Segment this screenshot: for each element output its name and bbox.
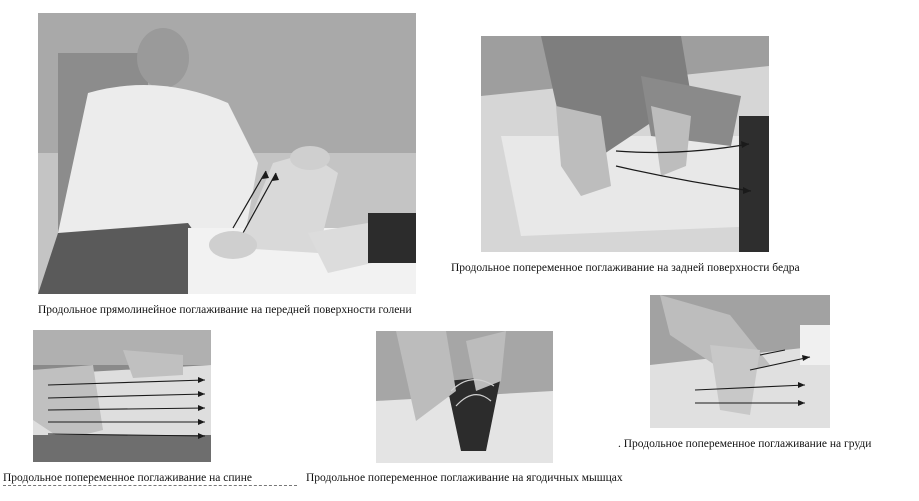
shin-massage-photo [38, 13, 416, 294]
thigh-massage-photo [481, 36, 769, 252]
glutes-caption: Продольное попеременное поглаживание на ягодичных мышцах [306, 472, 623, 484]
thigh-caption: Продольное попеременное поглаживание на задней поверхности бедра [451, 262, 800, 274]
caption-underline [3, 485, 297, 486]
chest-caption: . Продольное попеременное поглаживание на груди [618, 438, 872, 450]
chest-massage-photo [650, 295, 830, 428]
glutes-massage-photo [376, 331, 553, 463]
back-massage-photo [33, 330, 211, 462]
shin-caption: Продольное прямолинейное поглаживание на передней поверхности голени [38, 304, 412, 316]
back-caption: Продольное попеременное поглаживание на спине [3, 472, 252, 484]
